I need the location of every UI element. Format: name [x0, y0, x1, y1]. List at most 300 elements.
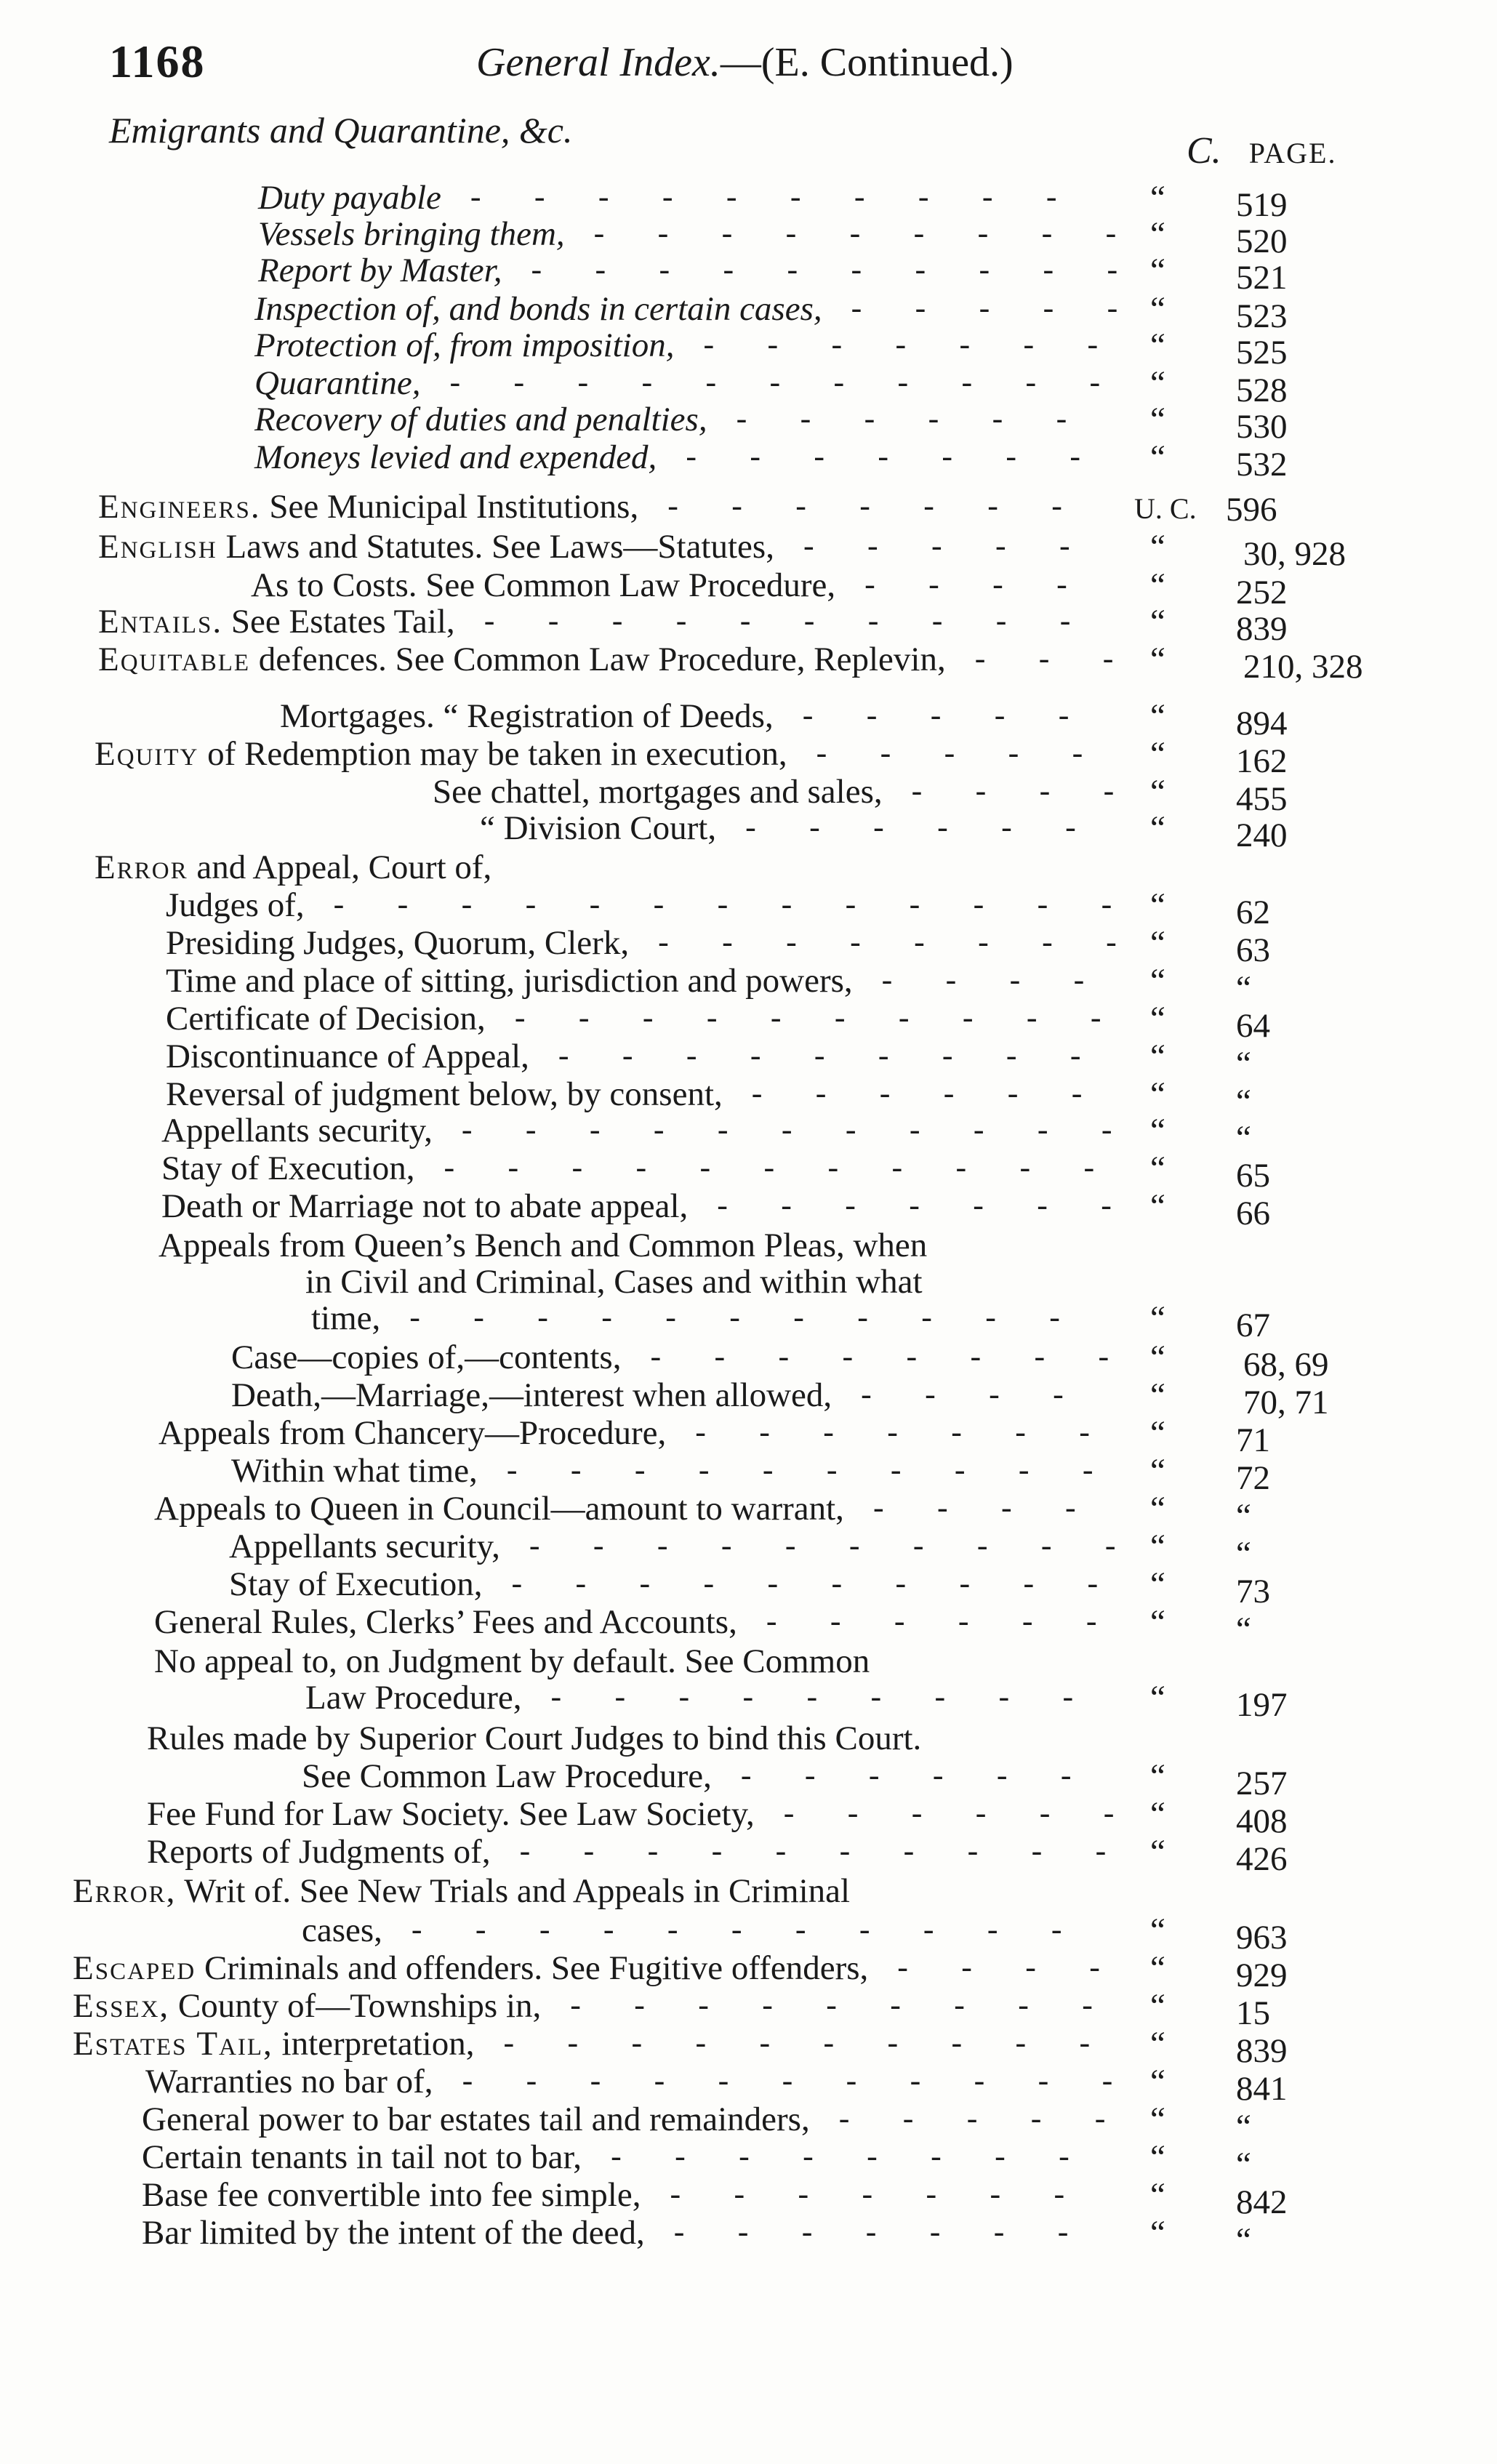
leader-dash: - — [1023, 1565, 1035, 1601]
leader-dash: - — [815, 1075, 827, 1111]
leader-dash: - — [657, 1528, 668, 1563]
entry-page: 73 — [1236, 1573, 1270, 1610]
entry-page: “ — [1236, 2146, 1251, 2183]
entry-ref: “ — [1150, 1075, 1165, 1113]
leader-dash: - — [993, 2214, 1005, 2250]
entry-text — [95, 734, 787, 774]
entry-page: 257 — [1236, 1765, 1288, 1802]
leader-dash: - — [895, 326, 907, 362]
entry-ref: “ — [1150, 1149, 1165, 1187]
entry-description: “ Division Court, — [480, 809, 717, 847]
leader-dash: - — [931, 603, 943, 638]
leader-dash: - — [803, 2138, 814, 2174]
entry-page: “ — [1236, 1083, 1251, 1120]
entry-description: See Estates Tail, — [230, 603, 455, 641]
entry-page: 521 — [1236, 259, 1288, 297]
entry-ref: “ — [1150, 1414, 1165, 1452]
entry-text — [154, 1489, 844, 1528]
leader-dash: - — [1051, 488, 1062, 523]
entry-description: Report by Master, — [258, 252, 502, 289]
entry-text — [154, 1642, 870, 1681]
entry-text — [258, 214, 565, 254]
entry-ref: “ — [1150, 179, 1165, 217]
leader-dash: - — [631, 2025, 643, 2060]
index-entry — [0, 697, 1454, 742]
entry-text — [251, 566, 835, 605]
entry-ref: “ — [1150, 1187, 1165, 1225]
leader-dash: - — [742, 1679, 754, 1714]
leader-dash: - — [531, 252, 542, 287]
leader-dash: - — [781, 1112, 792, 1147]
entry-text — [73, 1949, 868, 1988]
leader-dash: - — [775, 1833, 787, 1869]
entry-description: defences. See Common Law Procedure, Replevin, — [258, 641, 946, 678]
leader-dash: - — [571, 1149, 583, 1185]
leader-dash: - — [745, 809, 756, 845]
leader-dash: - — [1098, 1339, 1109, 1374]
entry-text — [147, 1832, 491, 1871]
leader-dash: - — [1060, 1757, 1072, 1793]
entry-page: 240 — [1236, 816, 1288, 854]
entry-page: 70, 71 — [1243, 1384, 1329, 1421]
index-entry — [0, 1413, 1454, 1459]
leader-dash: - — [706, 1000, 718, 1035]
entry-page: 842 — [1236, 2183, 1288, 2221]
leader-dash: - — [902, 2100, 914, 2136]
leader-dash: - — [1094, 2100, 1106, 2136]
entry-description: Appeals to Queen in Council—amount to warrant, — [154, 1490, 844, 1528]
entry-text — [158, 1226, 927, 1265]
entry-text — [98, 640, 946, 679]
entry-page: 67 — [1236, 1307, 1270, 1344]
leader-dash: - — [951, 1414, 962, 1450]
entry-ref: “ — [1150, 1112, 1165, 1149]
entry-ref: “ — [1150, 1603, 1165, 1641]
entry-description: Appellants security, — [161, 1112, 433, 1149]
leader-dash: - — [1090, 1000, 1101, 1035]
index-entry — [0, 1911, 1454, 1957]
leader-dash: - — [878, 1038, 889, 1073]
leader-dash: - — [1085, 1603, 1097, 1639]
leader-dash: - — [975, 1795, 987, 1831]
entry-text — [154, 1602, 737, 1642]
leader-dash: - — [959, 1565, 971, 1601]
index-entry — [0, 1075, 1454, 1120]
leader-dash: - — [987, 488, 998, 523]
entry-text — [433, 772, 883, 811]
leader-dash: - — [449, 364, 461, 400]
leader-dash: - — [942, 1038, 953, 1073]
leader-dash: - — [658, 924, 669, 960]
leader-dash: - — [750, 438, 760, 474]
leader-dash: - — [977, 215, 989, 251]
leader-dash: - — [979, 290, 990, 326]
entry-description: Law Procedure, — [305, 1679, 522, 1717]
entry-ref: “ — [1150, 438, 1165, 476]
entry-description: General Rules, Clerks’ Fees and Accounts, — [154, 1603, 737, 1641]
leader-dash: - — [851, 252, 862, 287]
leader-dash: - — [995, 528, 1006, 563]
leader-dash: - — [954, 1987, 965, 2023]
page-number: 1168 — [109, 36, 206, 87]
leader-dash: - — [987, 1911, 998, 1947]
leader-dash: - — [731, 1911, 742, 1947]
leader-dash: - — [766, 1603, 777, 1639]
leader-dash: - — [1000, 1490, 1012, 1525]
entry-ref: “ — [1150, 290, 1165, 328]
entry-ref: “ — [1150, 528, 1165, 566]
leader-dash: - — [989, 1376, 1000, 1412]
leader-dash: - — [593, 215, 605, 251]
leader-dash: - — [943, 1075, 955, 1111]
leader-dash: - — [1019, 1149, 1031, 1185]
leader-dash: - — [918, 179, 929, 214]
entry-page: 426 — [1236, 1840, 1288, 1878]
index-entry — [0, 2100, 1454, 2146]
leader-dash: - — [473, 1299, 484, 1335]
leader-dash: - — [890, 1987, 901, 2023]
entry-ref: “ — [1150, 1528, 1165, 1565]
entry-page: 72 — [1236, 1459, 1270, 1497]
entry-page: 530 — [1236, 408, 1288, 446]
leader-dash: - — [411, 1911, 422, 1947]
leader-dash: - — [1062, 1679, 1074, 1714]
index-entry — [0, 527, 1454, 573]
leader-dash: - — [731, 488, 742, 523]
entry-text — [480, 808, 716, 848]
leader-dash: - — [703, 1565, 715, 1601]
leader-dash: - — [906, 1339, 918, 1374]
leader-dash: - — [740, 1757, 752, 1793]
leader-dash: - — [397, 886, 409, 922]
leader-dash: - — [870, 1679, 882, 1714]
leader-dash: - — [928, 566, 939, 602]
index-entry — [0, 1527, 1454, 1573]
leader-dash: - — [992, 401, 1003, 436]
entry-text — [147, 1719, 921, 1758]
leader-dash: - — [737, 2214, 749, 2250]
leader-dash: - — [539, 1911, 550, 1947]
index-entry — [0, 1489, 1454, 1535]
entry-description: Presiding Judges, Quorum, Clerk, — [166, 924, 630, 962]
entry-text — [95, 848, 491, 887]
leader-dash: - — [1059, 2138, 1069, 2174]
index-entry — [0, 1037, 1454, 1083]
index-entry — [0, 886, 1454, 931]
leader-dash: - — [912, 1528, 924, 1563]
leader-dash: - — [823, 2025, 835, 2060]
index-entry — [0, 2024, 1454, 2070]
leader-dash: - — [990, 2176, 1001, 2212]
leader-dash: - — [558, 1038, 569, 1073]
entry-description: Within what time, — [231, 1452, 478, 1490]
entry-ref: “ — [1150, 215, 1165, 253]
leader-dash: - — [673, 2214, 685, 2250]
leader-dash: - — [595, 252, 606, 287]
entry-page: “ — [1236, 1045, 1251, 1083]
leader-dash: - — [723, 252, 734, 287]
entry-ref: “ — [1150, 809, 1165, 847]
entry-text — [158, 1413, 666, 1453]
leader-dash: - — [570, 1987, 581, 2023]
entry-page: “ — [1236, 2221, 1251, 2259]
leader-dash: - — [714, 1339, 726, 1374]
entry-description: Recovery of duties and penalties, — [254, 401, 707, 438]
column-page-header: PAGE. — [1248, 137, 1337, 169]
entry-text — [98, 602, 455, 641]
entry-text — [231, 1451, 478, 1490]
leader-dash: - — [923, 488, 934, 523]
leader-dash: - — [859, 1911, 870, 1947]
leader-dash: - — [961, 364, 973, 400]
leader-dash: - — [881, 962, 893, 998]
entry-page: “ — [1236, 969, 1251, 1007]
leader-dash: - — [911, 773, 923, 808]
entry-text — [166, 1075, 723, 1114]
index-entry — [0, 640, 1454, 686]
leader-dash: - — [931, 528, 942, 563]
entry-page: 197 — [1236, 1686, 1288, 1724]
leader-dash: - — [850, 924, 861, 960]
leader-dash: - — [1043, 252, 1054, 287]
entry-description: Reversal of judgment below, by consent, — [166, 1075, 723, 1113]
leader-dash: - — [1022, 1603, 1033, 1639]
index-entry — [0, 1642, 1454, 1682]
entry-text — [161, 1149, 415, 1188]
leader-dash: - — [867, 2138, 878, 2174]
leader-dash: - — [722, 924, 733, 960]
entry-page: 63 — [1236, 931, 1270, 969]
entry-description: County of—Townships in, — [177, 1987, 542, 2025]
leader-dash: - — [675, 603, 687, 638]
leader-dash: - — [1034, 1339, 1046, 1374]
leader-dash: - — [1071, 1075, 1083, 1111]
entry-page: 841 — [1236, 2070, 1288, 2108]
entry-ref: “ — [1150, 886, 1165, 924]
leader-dash: - — [831, 326, 843, 362]
entry-description: See Municipal Institutions, — [269, 488, 639, 526]
entry-page: 408 — [1236, 1802, 1288, 1840]
leader-dash: - — [525, 886, 537, 922]
leader-dash: - — [823, 1414, 834, 1450]
leader-dash: - — [1037, 886, 1048, 922]
entry-description: Duty payable — [258, 179, 441, 217]
leader-dash: - — [998, 1679, 1010, 1714]
entry-description: Bar limited by the intent of the deed, — [142, 2214, 645, 2252]
leader-dash: - — [867, 603, 879, 638]
leader-dash: - — [851, 290, 862, 326]
leader-dash: - — [926, 2176, 937, 2212]
leader-dash: - — [653, 886, 665, 922]
leader-dash: - — [781, 1187, 792, 1223]
entry-page: “ — [1236, 1535, 1251, 1573]
leader-dash: - — [816, 735, 827, 771]
leader-dash: - — [1031, 1833, 1043, 1869]
leader-dash: - — [831, 1565, 843, 1601]
leader-dash: - — [798, 2176, 809, 2212]
leader-dash: - — [1102, 641, 1114, 676]
leader-dash: - — [859, 488, 870, 523]
index-entry — [0, 400, 1454, 446]
entry-text — [161, 1111, 433, 1150]
leader-dash: - — [1030, 2100, 1042, 2136]
leader-dash: - — [734, 2176, 745, 2212]
entry-text — [229, 1565, 483, 1604]
leader-dash: - — [1069, 438, 1080, 474]
entry-text — [254, 326, 674, 365]
entry-page: 30, 928 — [1243, 535, 1346, 573]
leader-dash: - — [1059, 528, 1070, 563]
index-entry — [0, 1262, 1454, 1303]
entry-description: cases, — [302, 1911, 382, 1949]
leader-dash: - — [1038, 2063, 1049, 2098]
entry-heading: Engineers. — [98, 488, 261, 526]
leader-dash: - — [937, 809, 948, 845]
entry-description: in Civil and Criminal, Cases and within what — [305, 1263, 923, 1301]
leader-dash: - — [1065, 809, 1076, 845]
index-entry — [0, 438, 1454, 483]
leader-dash: - — [1089, 1949, 1100, 1985]
leader-dash: - — [942, 438, 952, 474]
leader-dash: - — [1089, 364, 1101, 400]
entry-page: 71 — [1236, 1421, 1270, 1459]
leader-dash: - — [973, 1187, 984, 1223]
entry-heading: Estates Tail, — [73, 2025, 273, 2063]
leader-dash: - — [932, 1757, 944, 1793]
entry-ref: “ — [1150, 2025, 1165, 2063]
leader-dash: - — [1053, 1376, 1064, 1412]
entry-description: Stay of Execution, — [229, 1565, 483, 1603]
entry-page: 839 — [1236, 2032, 1288, 2070]
index-entry — [0, 2062, 1454, 2108]
leader-dash: - — [769, 364, 781, 400]
entry-ref: “ — [1150, 735, 1165, 773]
entry-page: 894 — [1236, 705, 1288, 742]
index-entry — [0, 1757, 1454, 1802]
leader-dash: - — [657, 215, 669, 251]
leader-dash: - — [995, 2138, 1006, 2174]
leader-dash: - — [845, 1112, 856, 1147]
entry-text — [254, 364, 420, 403]
leader-dash: - — [654, 2063, 665, 2098]
leader-dash: - — [729, 1299, 740, 1335]
entry-ref: “ — [1150, 2176, 1165, 2214]
leader-dash: - — [635, 1149, 647, 1185]
index-entry — [0, 734, 1454, 780]
entry-text — [302, 1911, 382, 1950]
leader-dash: - — [826, 1987, 837, 2023]
entry-ref: “ — [1150, 326, 1165, 364]
entry-ref: “ — [1150, 1339, 1165, 1376]
leader-dash: - — [567, 2025, 579, 2060]
entry-description: Certain tenants in tail not to bar, — [142, 2138, 582, 2176]
entry-description: Stay of Execution, — [161, 1149, 415, 1187]
leader-dash: - — [589, 886, 601, 922]
leader-dash: - — [686, 438, 697, 474]
leader-dash: - — [1042, 924, 1053, 960]
leader-dash: - — [1041, 215, 1053, 251]
leader-dash: - — [1104, 1528, 1116, 1563]
leader-dash: - — [1069, 1038, 1081, 1073]
index-entry — [0, 364, 1454, 409]
leader-dash: - — [726, 179, 737, 214]
leader-dash: - — [793, 1299, 804, 1335]
leader-dash: - — [1046, 179, 1057, 214]
index-entry — [0, 961, 1454, 1007]
index-entry — [0, 1111, 1454, 1157]
leader-dash: - — [1056, 401, 1067, 436]
entry-text — [145, 2062, 433, 2101]
entry-text — [254, 400, 707, 439]
leader-dash: - — [534, 179, 545, 214]
entry-page: 62 — [1236, 894, 1270, 931]
leader-dash: - — [718, 2063, 729, 2098]
entry-text — [142, 2213, 645, 2252]
leader-dash: - — [861, 1376, 872, 1412]
index-entry — [0, 602, 1454, 648]
entry-page: 68, 69 — [1243, 1346, 1329, 1384]
leader-dash: - — [785, 215, 797, 251]
leader-dash: - — [911, 1795, 923, 1831]
entry-text — [258, 251, 502, 290]
leader-dash: - — [838, 2100, 850, 2136]
leader-dash: - — [333, 886, 345, 922]
index-entry — [0, 2213, 1454, 2259]
leader-dash: - — [736, 401, 747, 436]
leader-dash: - — [923, 1911, 934, 1947]
leader-dash: - — [973, 1112, 984, 1147]
leader-dash: - — [1015, 1414, 1026, 1450]
entry-description: Appellants security, — [229, 1528, 500, 1565]
leader-dash: - — [974, 641, 986, 676]
entry-ref: “ — [1150, 1679, 1165, 1717]
entry-description: Base fee convertible into fee simple, — [142, 2176, 641, 2214]
entry-heading: Error — [95, 848, 188, 886]
leader-dash: - — [880, 735, 891, 771]
leader-dash: - — [634, 1987, 645, 2023]
leader-dash: - — [887, 2025, 899, 2060]
index-entry — [0, 2175, 1454, 2221]
leader-dash: - — [550, 1679, 562, 1714]
leader-dash: - — [686, 1038, 697, 1073]
entry-page: 523 — [1236, 297, 1288, 335]
leader-dash: - — [873, 809, 884, 845]
entry-page: “ — [1236, 1610, 1251, 1648]
entry-ref: “ — [1150, 1757, 1165, 1795]
entry-text — [302, 1757, 712, 1796]
entry-text — [229, 1527, 500, 1566]
leader-dash: - — [526, 2063, 537, 2098]
entry-page: 66 — [1236, 1195, 1270, 1232]
leader-dash: - — [1107, 290, 1118, 326]
entry-page: 839 — [1236, 610, 1288, 648]
leader-dash: - — [801, 2214, 813, 2250]
entry-text — [73, 2024, 474, 2063]
leader-dash: - — [790, 179, 801, 214]
entry-page: 64 — [1236, 1007, 1270, 1045]
leader-dash: - — [750, 1038, 761, 1073]
leader-dash: - — [903, 1833, 915, 1869]
leader-dash: - — [1025, 364, 1037, 400]
leader-dash: - — [803, 603, 815, 638]
entry-page: 596 — [1226, 491, 1277, 529]
entry-description: Appeals from Queen’s Bench and Common Pleas, when — [158, 1227, 928, 1264]
leader-dash: - — [864, 566, 875, 602]
leader-dash: - — [695, 2025, 707, 2060]
entry-page: “ — [1236, 2108, 1251, 2146]
leader-dash: - — [800, 401, 811, 436]
leader-dash: - — [513, 364, 525, 400]
